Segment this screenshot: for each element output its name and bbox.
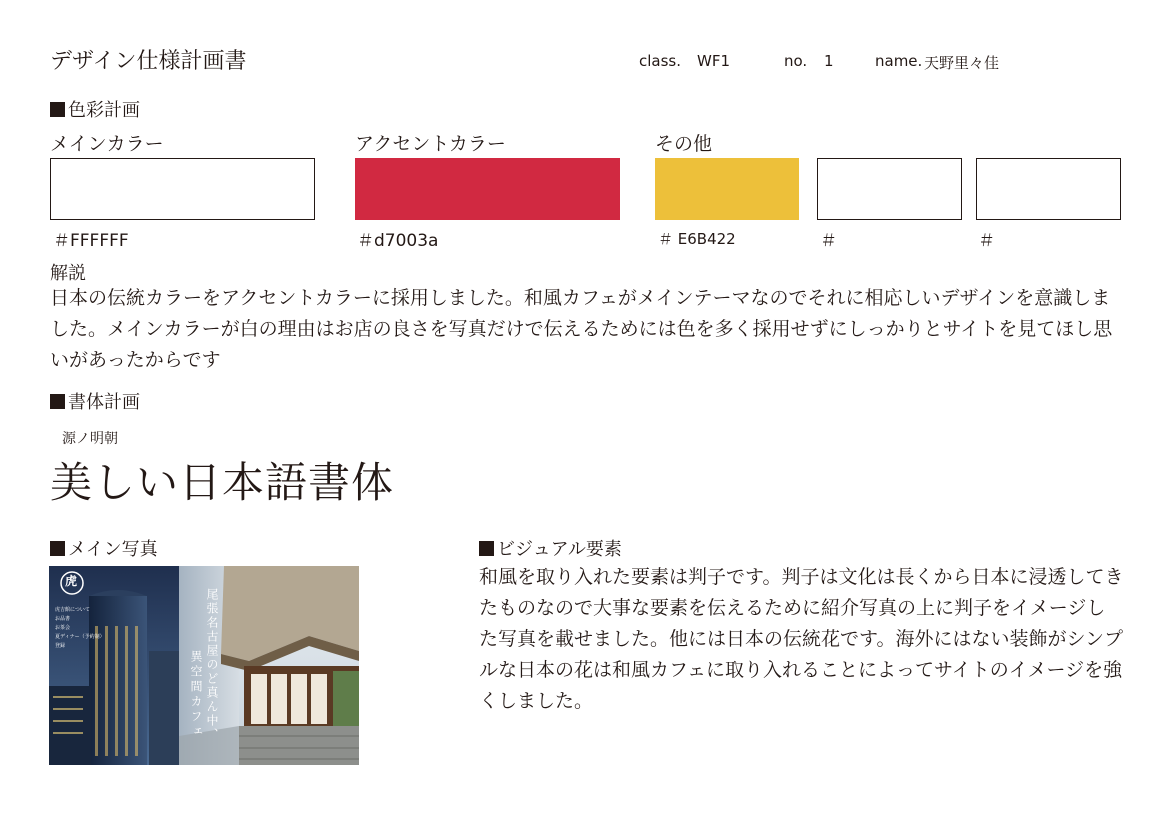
other-color-swatch-3	[976, 158, 1121, 220]
main-photo-image	[49, 566, 359, 765]
other-color-swatch-2	[817, 158, 962, 220]
no-label: no.	[784, 52, 808, 70]
other-color-hex-2: ＃	[820, 231, 837, 251]
visual-heading-text: ビジュアル要素	[497, 539, 622, 560]
accent-color-swatch	[355, 158, 620, 220]
photo-menu-item: 夏ディナー（予約制）	[55, 634, 105, 640]
photo-menu	[55, 606, 105, 651]
main-color-hex: ＃FFFFFF	[53, 231, 129, 251]
color-plan-heading-text: 色彩計画	[68, 100, 140, 121]
photo-vertical-text-2: 異空間カフェ	[189, 650, 203, 740]
photo-menu-item: お茶会	[55, 625, 71, 631]
visual-heading	[479, 535, 622, 561]
photo-vertical-text-1: 尾張名古屋のど真ん中、	[205, 588, 219, 742]
page-title: デザイン仕様計画書	[50, 49, 247, 74]
main-photo-heading-text: メイン写真	[68, 539, 158, 560]
color-plan-heading	[50, 96, 140, 122]
main-photo	[49, 566, 359, 765]
square-bullet-icon	[479, 541, 494, 556]
class-value: WF1	[697, 52, 731, 70]
no-value: 1	[824, 52, 834, 70]
square-bullet-icon	[50, 541, 65, 556]
other-color-swatch-1	[655, 158, 799, 220]
square-bullet-icon	[50, 394, 65, 409]
font-sample: 美しい日本語書体	[50, 458, 395, 507]
photo-menu-item: 虎吉館について	[55, 607, 90, 613]
font-name: 源ノ明朝	[62, 431, 118, 447]
visual-text: 和風を取り入れた要素は判子です。判子は文化は長くから日本に浸透してきたものなので大事な要素を伝えるために紹介写真の上に判子をイメージした写真を載せました。他には日本の伝統花です。海外にはない装飾がシンプルな日本の花は和風カフェに取り入れることによってサイトのイメージを強くしました。	[479, 566, 1124, 712]
accent-color-hex: ＃d7003a	[357, 231, 439, 251]
color-note-label: 解説	[50, 263, 86, 284]
main-photo-heading	[50, 535, 158, 561]
accent-color-label: アクセントカラー	[355, 133, 506, 155]
main-color-swatch	[50, 158, 315, 220]
other-color-hex-3: ＃	[978, 231, 995, 251]
other-color-label: その他	[655, 133, 713, 155]
font-plan-heading	[50, 388, 140, 414]
logo-seal-icon: 虎	[65, 574, 78, 588]
photo-menu-item: 登録	[55, 643, 66, 649]
square-bullet-icon	[50, 102, 65, 117]
name-label: name.	[875, 52, 923, 70]
name-value: 天野里々佳	[924, 54, 1000, 72]
font-plan-heading-text: 書体計画	[68, 392, 140, 413]
color-note-text: 日本の伝統カラーをアクセントカラーに採用しました。和風カフェがメインテーマなのでそれに相応しいデザインを意識しました。メインカラーが白の理由はお店の良さを写真だけで伝えるためには色を多く採用せずにしっかりとサイトを見てほし思いがあったからです	[50, 287, 1113, 371]
other-color-hex-1: ＃ E6B422	[658, 230, 736, 248]
photo-menu-item: お品書	[55, 616, 71, 622]
class-label: class.	[639, 52, 682, 70]
main-color-label: メインカラー	[50, 133, 164, 155]
